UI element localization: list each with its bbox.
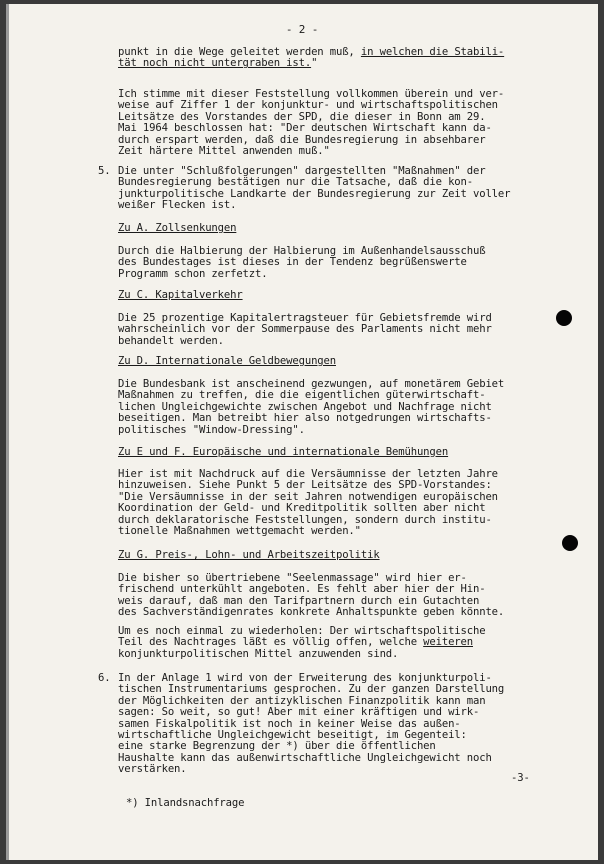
item-5-number: 5. [98, 165, 111, 177]
paragraph-agreement: Ich stimme mit dieser Feststellung vollkommen überein und ver- weise auf Ziffer 1 der konjunktur- und wirtschaftspolitischen Leitsätze des Vorstandes der SPD, die dieser in Bonn am 29. Mai 1964 beschlossen hat: "Der deutschen Wirtschaft kann da- durch erspart werden, daß die Bundesregierung in absehbarer Zeit härtere Mittel anwenden muß." [118, 88, 505, 158]
section-heading-a: Zu A. Zollsenkungen [118, 222, 237, 234]
page-number: - 2 - [285, 23, 319, 36]
section-heading-c: Zu C. Kapitalverkehr [118, 289, 243, 301]
punch-hole-bottom [562, 535, 578, 551]
scanned-page [6, 4, 598, 860]
section-text-c: Die 25 prozentige Kapitalertragsteuer für Gebietsfremde wird wahrscheinlich vor der Sommerpause des Parlaments nicht mehr behandelt werden. [118, 312, 492, 347]
paragraph-summary: Um es noch einmal zu wiederholen: Der wirtschaftspolitische Teil des Nachtrages läßt es völlig offen, welche weiteren konjunkturpolitischen Mittel anzuwenden sind. [118, 625, 486, 660]
section-text-d: Die Bundesbank ist anscheinend gezwungen, auf monetärem Gebiet Maßnahmen zu treffen, die die eigentlichen güterwirtschaft- lichen Ungleichgewichte zwischen Angebot und Nachfrage nicht beseitigen. Man betreibt hier also notgedrungen wirtschafts- politisches "Window-Dressing". [118, 378, 505, 436]
section-heading-ef: Zu E und F. Europäische und internationale Bemühungen [118, 446, 449, 458]
item-6-text: In der Anlage 1 wird von der Erweiterung des konjunkturpoli- tischen Instrumentariums gesprochen. Zu der ganzen Darstellung der Möglichkeiten der antizyklischen Finanzpolitik kann man sagen: So weit, so gut! Aber mit einer kräftigen und wirk- samen Fiskalpolitik ist noch in keiner Weise das außen- wirtschaftliche Ungleichgewicht beseitigt, im Gegenteil: eine starke Begrenzung der *) über die öffentlichen Haushalte kann das außenwirtschaftliche Ungleichgewicht noch verstärken. [118, 672, 505, 776]
next-page-reference: -3- [511, 772, 530, 784]
section-heading-g: Zu G. Preis-, Lohn- und Arbeitszeitpolitik [118, 549, 380, 561]
footnote: *) Inlandsnachfrage [126, 797, 245, 809]
section-text-g: Die bisher so übertriebene "Seelenmassage" wird hier er- frischend unterkühlt angeboten. Es fehlt aber hier der Hin- weis darauf, daß man den Tarifpartnern durch ein Gutachten des Sachverständigenrates konkrete Anhaltspunkte geben könnte. [118, 572, 505, 619]
item-6-number: 6. [98, 672, 111, 684]
document-body [6, 4, 598, 860]
section-text-a: Durch die Halbierung der Halbierung im Außenhandelsausschuß des Bundestages ist dieses in der Tendenz begrüßenswerte Programm schon zerfetzt. [118, 245, 486, 280]
punch-hole-top [556, 310, 572, 326]
paragraph-continued: punkt in die Wege geleitet werden muß, in welchen die Stabili- tät noch nicht untergraben ist." [118, 46, 505, 70]
item-5-text: Die unter "Schlußfolgerungen" dargestellten "Maßnahmen" der Bundesregierung bestätigen nur die Tatsache, daß die kon- junkturpolitische Landkarte der Bundesregierung zur Zeit voller weißer Flecken ist. [118, 165, 511, 212]
section-text-ef: Hier ist mit Nachdruck auf die Versäumnisse der letzten Jahre hinzuweisen. Siehe Punkt 5 der Leitsätze des SPD-Vorstandes: "Die Versäumnisse in der seit Jahren notwendigen europäischen Koordination der Geld- und Kreditpolitik sollten aber nicht durch deklaratorische Feststellungen, sondern durch institu- tionelle Maßnahmen wettgemacht werden." [118, 468, 498, 538]
section-heading-d: Zu D. Internationale Geldbewegungen [118, 355, 336, 367]
